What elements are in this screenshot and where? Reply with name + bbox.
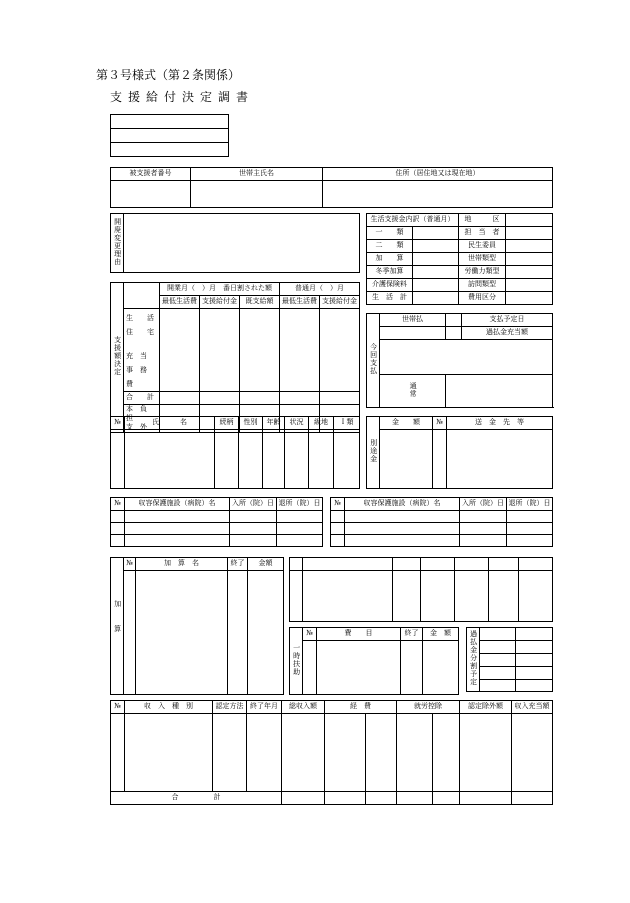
facility-table-left: № 収容保護施設（病院）名 入所（院）日 退所（院）日 xyxy=(110,497,323,547)
document-title: 支援給付決定調書 xyxy=(110,90,255,104)
decision-table: 支援額決定 開業月（ ）月 番日割された額 普通月（ ）月 最低生活費 支援給付金 既支給額 最低生活費 支援給付金 生 活 住 宅 充 当 事 務 費 合 計 本 負 担 支 外 xyxy=(110,282,360,433)
decision-side-label: 支援額決定 xyxy=(113,336,122,377)
temporary-side-label: 一時扶助 xyxy=(292,643,301,676)
change-reason-label: 開廃変更理由 xyxy=(113,217,122,266)
living-title: 生活支援金内訳（普通月） xyxy=(367,214,459,227)
separate-payment-table: 別途金 金 額 № 送 金 先 等 xyxy=(366,416,553,489)
blank-grid xyxy=(289,557,553,622)
recipient-no-label: 被支援者番号 xyxy=(111,168,191,181)
income-total-label: 合 計 xyxy=(111,792,282,805)
members-table: № 氏 名 続柄 性別 年齢 状況 級地 Ｉ類 xyxy=(110,416,360,489)
address-label: 住所（居住地又は現在地） xyxy=(323,168,553,181)
recipient-info-table xyxy=(110,167,553,208)
form-number: 第３号様式（第２条関係） xyxy=(96,68,241,82)
addition-side-label: 加算 xyxy=(113,599,122,650)
overpay-label: 過払金分割予定 xyxy=(469,630,478,687)
addition-table: 加算 № 加 算 名 終了 金額 xyxy=(110,557,284,695)
overpay-table xyxy=(466,627,553,692)
facility-table-right: № 収容保護施設（病院）名 入所（院）日 退所（院）日 xyxy=(330,497,553,547)
change-reason-box xyxy=(110,213,360,273)
head-name-label: 世帯主氏名 xyxy=(191,168,323,181)
payment-table: 今回支払 世帯払 支払予定日 過払金充当額 通常 xyxy=(366,313,553,408)
temporary-aid-table: 一時扶助 № 費 目 終了 金 額 xyxy=(289,627,459,695)
income-table: № 収 入 種 別 認定方法 終了年月 総収入額 経 費 就労控除 認定除外額 収入充当額 合 計 xyxy=(110,700,553,805)
living-breakdown-table: 生活支援金内訳（普通月） 地 区 一 類 担 当 者 二 類 民生委員 加 算 世帯類型 冬季加算 労働力類型 介護保険料 訪問類型 生 活 計 費用区分 xyxy=(366,213,553,305)
stamp-box xyxy=(110,114,229,157)
